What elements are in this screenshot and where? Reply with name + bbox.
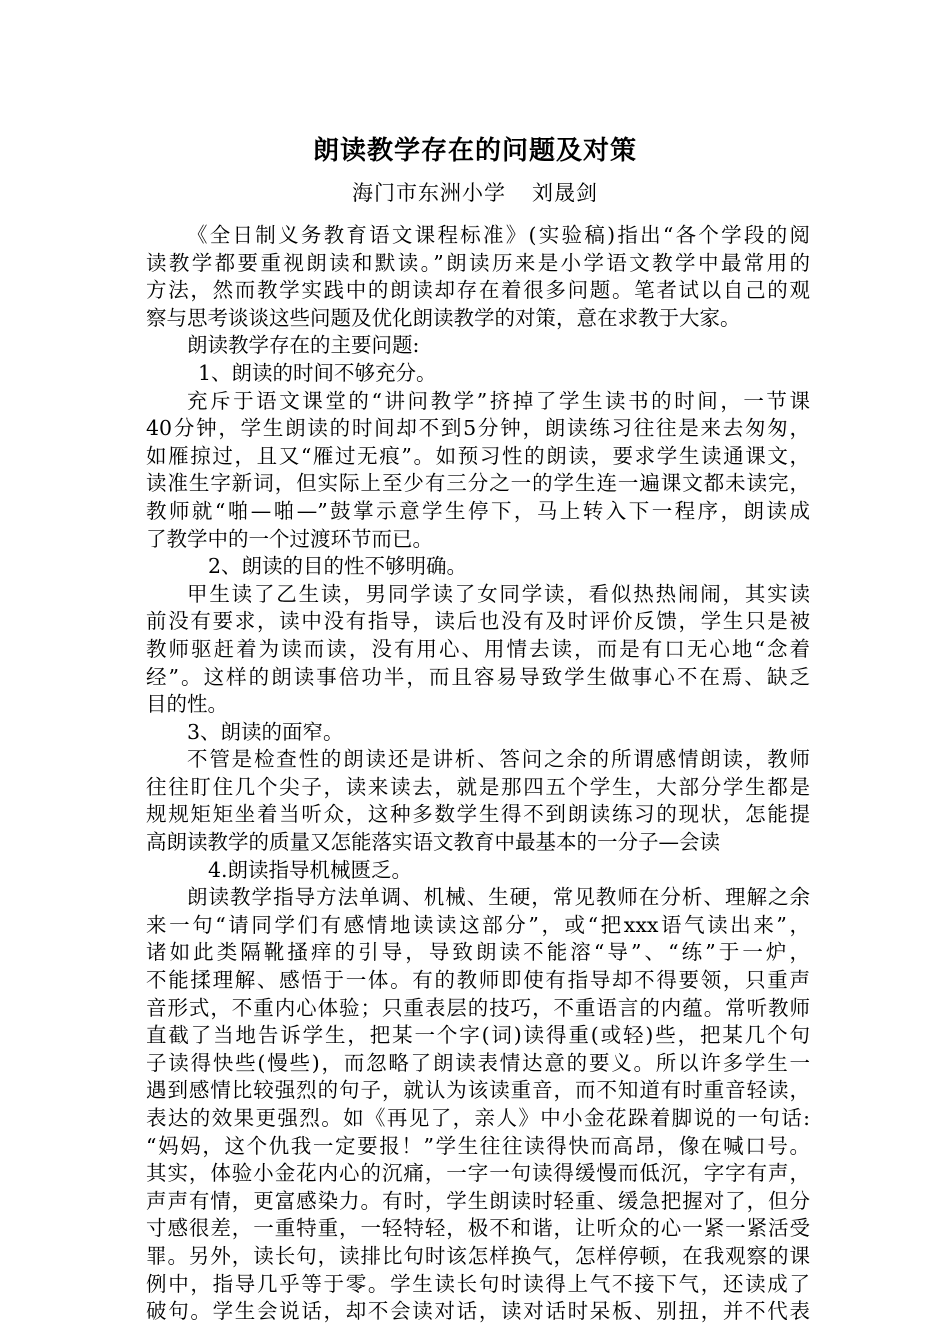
- text-line: 教师驱赶着为读而读，没有用心、用情去读，而是有口无心地“念着: [146, 636, 810, 661]
- document-title: 朗读教学存在的问题及对策: [312, 136, 637, 166]
- text-line: 来一句“请同学们有感情地读读这部分”，或“把xxx语气读出来”，: [146, 912, 810, 937]
- text-line: 直截了当地告诉学生，把某一个字(词)读得重(或轻)些，把某几个句: [146, 1023, 810, 1048]
- document-body: [146, 222, 810, 1326]
- text-line: 40分钟，学生朗读的时间却不到5分钟，朗读练习往往是来去匆匆，: [146, 416, 810, 441]
- text-line: 寸感很差，一重特重，一轻特轻，极不和谐，让听众的心一紧一紧活受: [146, 1216, 810, 1241]
- text-line: 读教学都要重视朗读和默读。”朗读历来是小学语文教学中最常用的: [146, 250, 810, 275]
- text-line: “妈妈，这个仇我一定要报！”学生往往读得快而高昂，像在喊口号。: [146, 1133, 810, 1158]
- text-line: 经”。这样的朗读事倍功半，而且容易导致学生做事心不在焉、缺乏: [146, 664, 810, 689]
- text-line: 读准生字新词，但实际上至少有三分之一的学生连一遍课文都未读完，: [146, 471, 810, 496]
- text-line: 方法，然而教学实践中的朗读却存在着很多问题。笔者试以自己的观: [146, 278, 810, 303]
- text-line: 4.朗读指导机械匮乏。: [208, 857, 413, 882]
- text-line: 不能揉理解、感悟于一体。有的教师即使有指导却不得要领，只重声: [146, 968, 810, 993]
- text-line: 目的性。: [146, 692, 228, 717]
- text-line: 破句。学生会说话，却不会读对话，读对话时呆板、别扭，并不代表: [146, 1299, 810, 1324]
- text-line: 其实，体验小金花内心的沉痛，一字一句读得缓慢而低沉，字字有声，: [146, 1161, 810, 1186]
- author-school: 海门市东洲小学: [352, 181, 506, 205]
- text-line: 教师就“啪—啪—”鼓掌示意学生停下，马上转入下一程序，朗读成: [146, 498, 810, 523]
- text-line: 朗读教学指导方法单调、机械、生硬，常见教师在分析、理解之余: [187, 885, 810, 910]
- text-line: 《全日制义务教育语文课程标准》(实验稿)指出“各个学段的阅: [187, 223, 810, 247]
- text-line: 表达的效果更强烈。如《再见了，亲人》中小金花跺着脚说的一句话:: [146, 1106, 810, 1130]
- text-line: 子读得快些(慢些)，而忽略了朗读表情达意的要义。所以许多学生一: [146, 1050, 810, 1075]
- text-line: 前没有要求，读中没有指导，读后也没有及时评价反馈，学生只是被: [146, 609, 810, 634]
- text-line: 甲生读了乙生读，男同学读了女同学读，看似热热闹闹，其实读: [187, 581, 810, 606]
- author-name: 刘晟剑: [532, 181, 598, 205]
- text-line: 3、朗读的面窄。: [187, 719, 344, 744]
- text-line: 充斥于语文课堂的“讲问教学”挤掉了学生读书的时间，一节课: [187, 388, 810, 413]
- text-line: 遇到感情比较强烈的句子，就认为该读重音，而不知道有时重音轻读，: [146, 1078, 810, 1103]
- text-line: 往往盯住几个尖子，读来读去，就是那四五个学生，大部分学生都是: [146, 774, 810, 799]
- text-line: 朗读教学存在的主要问题:: [187, 333, 420, 358]
- text-line: 规规矩矩坐着当听众，这种多数学生得不到朗读练习的现状，怎能提: [146, 802, 810, 827]
- text-line: 音形式，不重内心体验；只重表层的技巧，不重语言的内蕴。常听教师: [146, 995, 810, 1020]
- text-line: 高朗读教学的质量又怎能落实语文教育中最基本的一分子—会读: [146, 830, 720, 855]
- text-line: 例中，指导几乎等于零。学生读长句时读得上气不接下气，还读成了: [146, 1271, 810, 1296]
- text-line: 诸如此类隔靴搔痒的引导，导致朗读不能溶“导”、“练”于一炉，: [146, 940, 810, 965]
- text-line: 如雁掠过，且又“雁过无痕”。如预习性的朗读，要求学生读通课文，: [146, 443, 810, 468]
- text-line: 了教学中的一个过渡环节而已。: [146, 526, 433, 551]
- text-line: 察与思考谈谈这些问题及优化朗读教学的对策，意在求教于大家。: [146, 305, 741, 330]
- text-line: 2、朗读的目的性不够明确。: [208, 554, 468, 579]
- author-line: [0, 177, 950, 207]
- text-line: 不管是检查性的朗读还是讲析、答问之余的所谓感情朗读，教师: [187, 747, 810, 772]
- text-line: 声声有情，更富感染力。有时，学生朗读时轻重、缓急把握对了，但分: [146, 1188, 810, 1213]
- text-line: 罪。另外，读长句，读排比句时该怎样换气，怎样停顿，在我观察的课: [146, 1243, 810, 1268]
- text-line: 1、朗读的时间不够充分。: [198, 360, 437, 385]
